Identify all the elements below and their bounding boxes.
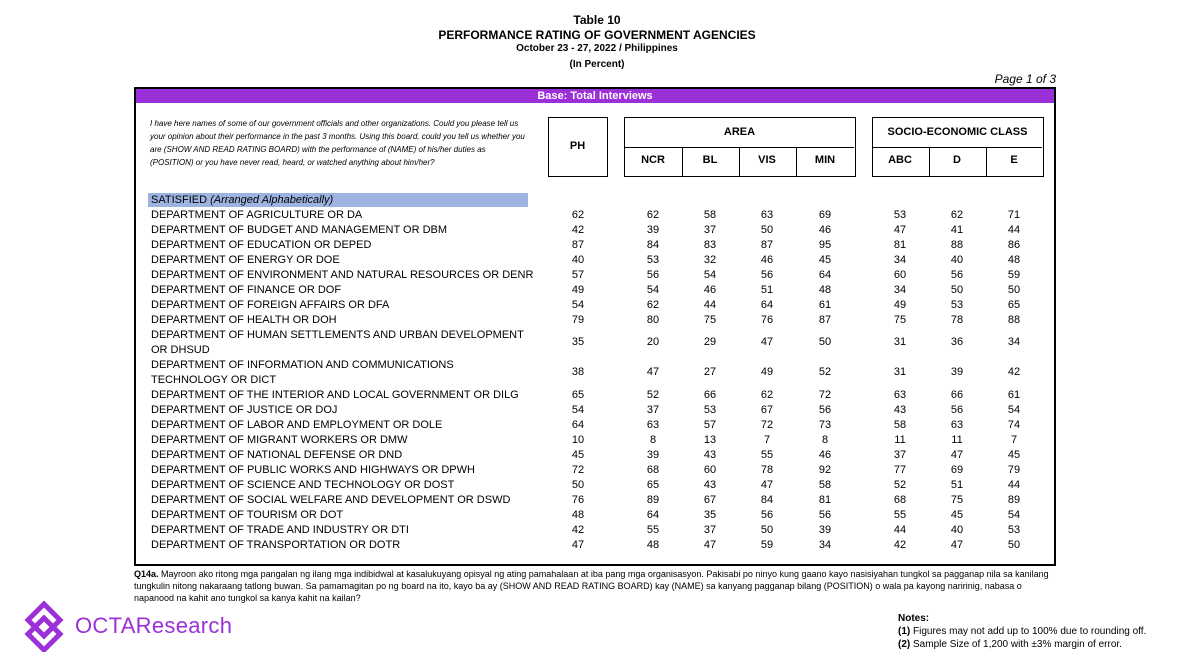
cell-value: 34 [818, 539, 832, 551]
cell-value: 78 [950, 314, 964, 326]
cell-value: 42 [1007, 366, 1021, 378]
cell-value: 34 [893, 284, 907, 296]
table-row [136, 493, 1054, 508]
cell-value: 64 [818, 269, 832, 281]
subcol-header-e: E [1010, 154, 1018, 166]
cell-value: 38 [571, 366, 585, 378]
subcol-divider [739, 147, 740, 176]
cell-value: 43 [893, 404, 907, 416]
table-row [136, 538, 1054, 553]
cell-value: 45 [950, 509, 964, 521]
q14a-text [134, 568, 1064, 604]
table-number: Table 10 [573, 13, 621, 27]
cell-value: 62 [646, 299, 660, 311]
row-label: DEPARTMENT OF SOCIAL WELFARE AND DEVELOPMENT OR DSWD [151, 494, 511, 506]
cell-value: 69 [950, 464, 964, 476]
row-label: DEPARTMENT OF LABOR AND EMPLOYMENT OR DOLE [151, 419, 443, 431]
table-row [136, 328, 1054, 358]
table-row [136, 463, 1054, 478]
cell-value: 75 [950, 494, 964, 506]
cell-value: 53 [893, 209, 907, 221]
table-row [136, 283, 1054, 298]
cell-value: 61 [818, 299, 832, 311]
cell-value: 56 [818, 509, 832, 521]
table-row [136, 388, 1054, 403]
table-row [136, 313, 1054, 328]
cell-value: 60 [703, 464, 717, 476]
table-frame [134, 87, 1056, 566]
cell-value: 47 [950, 539, 964, 551]
cell-value: 34 [893, 254, 907, 266]
cell-value: 37 [703, 524, 717, 536]
cell-value: 58 [703, 209, 717, 221]
cell-value: 64 [571, 419, 585, 431]
row-label: DEPARTMENT OF EDUCATION OR DEPED [151, 239, 372, 251]
cell-value: 56 [950, 404, 964, 416]
cell-value: 7 [763, 434, 771, 446]
row-label: DEPARTMENT OF HEALTH OR DOH [151, 314, 337, 326]
cell-value: 84 [646, 239, 660, 251]
cell-value: 92 [818, 464, 832, 476]
cell-value: 46 [760, 254, 774, 266]
cell-value: 75 [703, 314, 717, 326]
cell-value: 42 [571, 224, 585, 236]
cell-value: 40 [950, 254, 964, 266]
cell-value: 55 [646, 524, 660, 536]
row-label: DEPARTMENT OF TRADE AND INDUSTRY OR DTI [151, 524, 409, 536]
cell-value: 55 [760, 449, 774, 461]
cell-value: 52 [893, 479, 907, 491]
cell-value: 64 [646, 509, 660, 521]
cell-value: 47 [950, 449, 964, 461]
unit-label: (In Percent) [569, 59, 625, 70]
cell-value: 78 [760, 464, 774, 476]
cell-value: 56 [760, 509, 774, 521]
cell-value: 56 [760, 269, 774, 281]
cell-value: 43 [703, 449, 717, 461]
table-row [136, 223, 1054, 238]
cell-value: 79 [1007, 464, 1021, 476]
cell-value: 47 [760, 336, 774, 348]
cell-value: 53 [646, 254, 660, 266]
cell-value: 76 [760, 314, 774, 326]
cell-value: 87 [760, 239, 774, 251]
row-label: DEPARTMENT OF BUDGET AND MANAGEMENT OR DBM [151, 224, 448, 236]
cell-value: 44 [703, 299, 717, 311]
subcol-header-abc: ABC [888, 154, 912, 166]
cell-value: 46 [818, 224, 832, 236]
cell-value: 59 [1007, 269, 1021, 281]
cell-value: 44 [1007, 479, 1021, 491]
cell-value: 66 [703, 389, 717, 401]
row-label: DEPARTMENT OF THE INTERIOR AND LOCAL GOVERNMENT OR DILG [151, 389, 519, 401]
cell-value: 47 [760, 479, 774, 491]
cell-value: 10 [571, 434, 585, 446]
subcol-divider [682, 147, 683, 176]
cell-value: 31 [893, 336, 907, 348]
row-label: DEPARTMENT OF FINANCE OR DOF [151, 284, 342, 296]
subcol-divider [796, 147, 797, 176]
cell-value: 49 [893, 299, 907, 311]
cell-value: 45 [1007, 449, 1021, 461]
cell-value: 48 [646, 539, 660, 551]
ph-label: PH [569, 140, 586, 152]
cell-value: 50 [760, 224, 774, 236]
cell-value: 74 [1007, 419, 1021, 431]
table-row [136, 418, 1054, 433]
sec-label: SOCIO-ECONOMIC CLASS [887, 126, 1028, 138]
cell-value: 54 [571, 404, 585, 416]
cell-value: 55 [893, 509, 907, 521]
cell-value: 43 [703, 479, 717, 491]
row-label: DEPARTMENT OF ENERGY OR DOE [151, 254, 340, 266]
cell-value: 35 [703, 509, 717, 521]
cell-value: 58 [893, 419, 907, 431]
subcol-header-d: D [953, 154, 961, 166]
cell-value: 50 [950, 284, 964, 296]
row-label: DEPARTMENT OF JUSTICE OR DOJ [151, 404, 338, 416]
table-title: PERFORMANCE RATING OF GOVERNMENT AGENCIES [438, 28, 756, 42]
cell-value: 67 [703, 494, 717, 506]
cell-value: 11 [894, 434, 906, 446]
cell-value: 50 [818, 336, 832, 348]
cell-value: 50 [571, 479, 585, 491]
cell-value: 54 [1007, 404, 1021, 416]
cell-value: 50 [760, 524, 774, 536]
cell-value: 47 [571, 539, 585, 551]
cell-value: 68 [893, 494, 907, 506]
table-row [136, 208, 1054, 223]
cell-value: 54 [703, 269, 717, 281]
cell-value: 53 [703, 404, 717, 416]
row-label: DEPARTMENT OF PUBLIC WORKS AND HIGHWAYS OR DPWH [151, 464, 475, 476]
cell-value: 50 [1007, 539, 1021, 551]
cell-value: 49 [571, 284, 585, 296]
cell-value: 35 [571, 336, 585, 348]
cell-value: 53 [1007, 524, 1021, 536]
cell-value: 39 [950, 366, 964, 378]
cell-value: 27 [703, 366, 717, 378]
question-text: I have here names of some of our government officials and other organizations. Could you please tell us your opinion about their performance in the past 3 months. Using this board, could you tell us whether you are (SHOW AND READ RATING BOARD) with the performance of (NAME) of his/her duties as (POSITION) or you have never read, heard, or watched anything about him/her? [150, 119, 525, 167]
cell-value: 87 [818, 314, 832, 326]
subcol-header-min: MIN [814, 154, 836, 166]
cell-value: 59 [760, 539, 774, 551]
row-label: DEPARTMENT OF NATIONAL DEFENSE OR DND [151, 449, 403, 461]
cell-value: 11 [951, 434, 963, 446]
cell-value: 88 [1007, 314, 1021, 326]
cell-value: 56 [818, 404, 832, 416]
cell-value: 87 [571, 239, 585, 251]
table-row [136, 238, 1054, 253]
cell-value: 47 [703, 539, 717, 551]
cell-value: 63 [950, 419, 964, 431]
row-label: DEPARTMENT OF HUMAN SETTLEMENTS AND URBAN DEVELOPMENT [151, 329, 524, 341]
cell-value: 34 [1007, 336, 1021, 348]
section-label [148, 193, 528, 207]
cell-value: 49 [760, 366, 774, 378]
cell-value: 68 [646, 464, 660, 476]
subcol-header-bl: BL [702, 154, 718, 166]
cell-value: 46 [818, 449, 832, 461]
sec-divider [873, 147, 1042, 148]
cell-value: 81 [818, 494, 832, 506]
cell-value: 41 [950, 224, 964, 236]
page-indicator: Page 1 of 3 [994, 72, 1056, 86]
table-row [136, 523, 1054, 538]
subcol-header-vis: VIS [758, 154, 776, 166]
row-label: DEPARTMENT OF SCIENCE AND TECHNOLOGY OR DOST [151, 479, 455, 491]
cell-value: 50 [1007, 284, 1021, 296]
cell-value: 89 [646, 494, 660, 506]
cell-value: 42 [893, 539, 907, 551]
cell-value: 47 [646, 366, 660, 378]
cell-value: 48 [571, 509, 585, 521]
cell-value: 65 [1007, 299, 1021, 311]
row-label-line2: OR DHSUD [151, 344, 210, 356]
cell-value: 20 [646, 336, 660, 348]
cell-value: 64 [760, 299, 774, 311]
cell-value: 54 [646, 284, 660, 296]
cell-value: 51 [760, 284, 774, 296]
cell-value: 60 [893, 269, 907, 281]
cell-value: 48 [1007, 254, 1021, 266]
cell-value: 80 [646, 314, 660, 326]
q14a-tag: Q14a. [134, 569, 159, 579]
cell-value: 86 [1007, 239, 1021, 251]
cell-value: 63 [646, 419, 660, 431]
cell-value: 71 [1007, 209, 1021, 221]
cell-value: 62 [760, 389, 774, 401]
cell-value: 75 [893, 314, 907, 326]
cell-value: 62 [646, 209, 660, 221]
row-label-line2: TECHNOLOGY OR DICT [151, 374, 277, 386]
cell-value: 36 [950, 336, 964, 348]
table-row [136, 433, 1054, 448]
sec-column-group [872, 117, 1044, 177]
cell-value: 39 [646, 449, 660, 461]
table-row [136, 448, 1054, 463]
row-label: DEPARTMENT OF FOREIGN AFFAIRS OR DFA [151, 299, 390, 311]
cell-value: 76 [571, 494, 585, 506]
note-1: (1) Figures may not add up to 100% due to rounding off. [898, 626, 1147, 637]
subcol-divider [929, 147, 930, 176]
subcol-divider [986, 147, 987, 176]
cell-value: 95 [818, 239, 832, 251]
cell-value: 45 [571, 449, 585, 461]
cell-value: 47 [893, 224, 907, 236]
cell-value: 65 [571, 389, 585, 401]
row-label: DEPARTMENT OF INFORMATION AND COMMUNICATIONS [151, 359, 454, 371]
cell-value: 53 [950, 299, 964, 311]
cell-value: 58 [818, 479, 832, 491]
q14a-body: Mayroon ako ritong mga pangalan ng ilang mga indibidwal at kasalukuyang opisyal ng ating pamahalaan at iba pang mga organisasyon. Pakisabi po ninyo kung gaano kayo nasisiyahan tungkol sa pagganap nila sa kanilang tungkulin nitong nakaraang tatlong buwan. Sa pamamagitan po ng board na ito, kayo ba ay (SHOW AND READ RATING BOARD) kay (NAME) sa kanyang pagganap bilang (POSITION) o wala pa kayong naririnig, nabasa o napanood na kahit ano tungkol sa kanya kahit na kailan? [134, 569, 1049, 603]
row-label: DEPARTMENT OF ENVIRONMENT AND NATURAL RESOURCES OR DENR [151, 269, 534, 281]
cell-value: 7 [1010, 434, 1018, 446]
survey-dates: October 23 - 27, 2022 / Philippines [516, 43, 678, 54]
table-row [136, 253, 1054, 268]
cell-value: 63 [893, 389, 907, 401]
table-row [136, 268, 1054, 283]
cell-value: 62 [571, 209, 585, 221]
cell-value: 29 [703, 336, 717, 348]
cell-value: 48 [818, 284, 832, 296]
table-row [136, 508, 1054, 523]
cell-value: 61 [1007, 389, 1021, 401]
cell-value: 57 [571, 269, 585, 281]
logo-text: OCTAResearch [75, 613, 233, 638]
cell-value: 37 [893, 449, 907, 461]
cell-value: 32 [703, 254, 717, 266]
cell-value: 72 [760, 419, 774, 431]
cell-value: 8 [821, 434, 829, 446]
cell-value: 63 [760, 209, 774, 221]
cell-value: 13 [703, 434, 717, 446]
ph-column-header [548, 117, 608, 177]
cell-value: 44 [893, 524, 907, 536]
area-column-group [624, 117, 856, 177]
cell-value: 57 [703, 419, 717, 431]
cell-value: 79 [571, 314, 585, 326]
cell-value: 88 [950, 239, 964, 251]
row-label: DEPARTMENT OF MIGRANT WORKERS OR DMW [151, 434, 408, 446]
cell-value: 39 [818, 524, 832, 536]
cell-value: 31 [893, 366, 907, 378]
cell-value: 8 [649, 434, 657, 446]
cell-value: 83 [703, 239, 717, 251]
cell-value: 37 [646, 404, 660, 416]
section-title: SATISFIED [151, 194, 208, 206]
cell-value: 51 [950, 479, 964, 491]
note-2: (2) Sample Size of 1,200 with ±3% margin of error. [898, 639, 1122, 650]
notes-title: Notes: [898, 613, 930, 624]
table-row [136, 358, 1054, 388]
cell-value: 42 [571, 524, 585, 536]
cell-value: 52 [818, 366, 832, 378]
cell-value: 44 [1007, 224, 1021, 236]
area-label: AREA [723, 126, 756, 138]
cell-value: 84 [760, 494, 774, 506]
cell-value: 62 [950, 209, 964, 221]
cell-value: 39 [646, 224, 660, 236]
cell-value: 56 [950, 269, 964, 281]
cell-value: 73 [818, 419, 832, 431]
cell-value: 67 [760, 404, 774, 416]
cell-value: 77 [893, 464, 907, 476]
row-label: DEPARTMENT OF TRANSPORTATION OR DOTR [151, 539, 401, 551]
cell-value: 65 [646, 479, 660, 491]
cell-value: 89 [1007, 494, 1021, 506]
subcol-header-ncr: NCR [641, 154, 665, 166]
cell-value: 81 [893, 239, 907, 251]
row-label: DEPARTMENT OF TOURISM OR DOT [151, 509, 344, 521]
cell-value: 54 [571, 299, 585, 311]
table-row [136, 298, 1054, 313]
base-bar: Base: Total Interviews [136, 89, 1054, 103]
section-note: (Arranged Alphabetically) [210, 194, 334, 206]
table-row [136, 403, 1054, 418]
notes [898, 612, 1146, 651]
cell-value: 66 [950, 389, 964, 401]
cell-value: 37 [703, 224, 717, 236]
cell-value: 40 [571, 254, 585, 266]
row-label: DEPARTMENT OF AGRICULTURE OR DA [151, 209, 363, 221]
cell-value: 52 [646, 389, 660, 401]
cell-value: 45 [818, 254, 832, 266]
cell-value: 54 [1007, 509, 1021, 521]
table-row [136, 478, 1054, 493]
cell-value: 40 [950, 524, 964, 536]
cell-value: 56 [646, 269, 660, 281]
cell-value: 72 [818, 389, 832, 401]
cell-value: 46 [703, 284, 717, 296]
cell-value: 72 [571, 464, 585, 476]
cell-value: 69 [818, 209, 832, 221]
